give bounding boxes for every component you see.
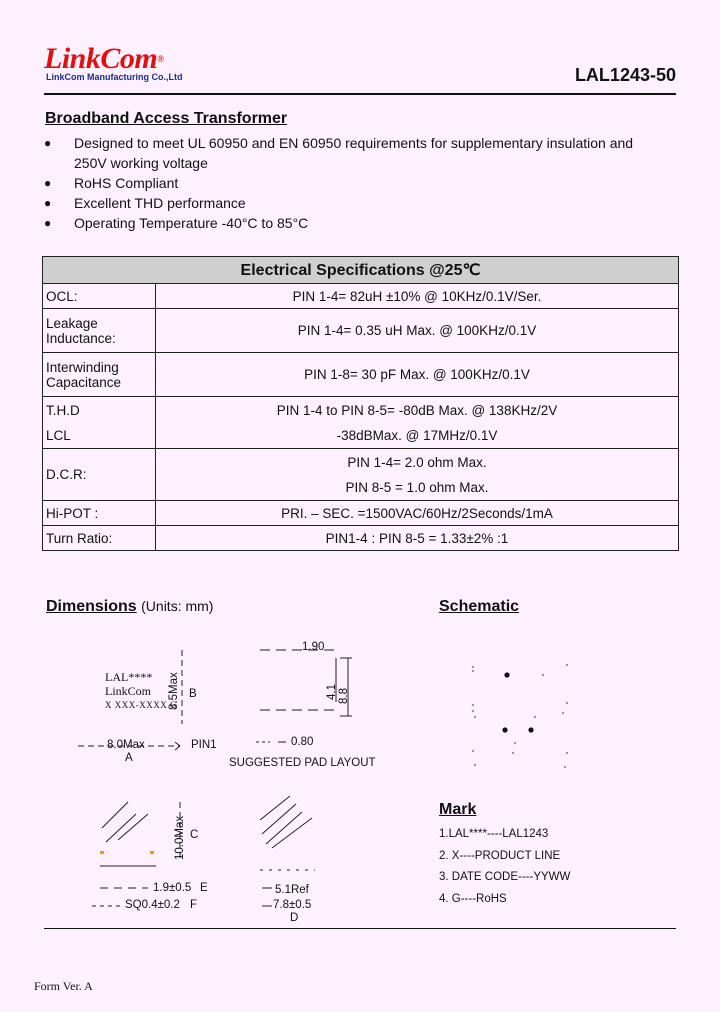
registered-mark-icon: ® bbox=[157, 54, 164, 64]
dim-c-letter: C bbox=[190, 829, 199, 841]
dim-c-value: 10.0Max bbox=[174, 815, 186, 860]
part-marking: LAL**** LinkCom X XXX-XXXX G bbox=[105, 670, 177, 710]
dim-e-letter: E bbox=[200, 882, 208, 894]
schematic-heading: Schematic bbox=[439, 598, 520, 615]
spec-label: LCL bbox=[43, 424, 156, 449]
dim-a-letter: A bbox=[125, 752, 133, 764]
dim-b-letter: B bbox=[189, 688, 197, 700]
list-item: ● Excellent THD performance bbox=[44, 195, 246, 211]
list-item: ● Operating Temperature -40°C to 85°C bbox=[44, 215, 309, 231]
dim-ref-value: 5.1Ref bbox=[275, 884, 309, 896]
pad-width-value: 1.90 bbox=[302, 641, 325, 653]
pad-pitch-value: 0.80 bbox=[291, 736, 314, 748]
spec-label: T.H.D bbox=[43, 397, 156, 424]
bullet-icon: ● bbox=[44, 196, 52, 210]
list-item: ● RoHS Compliant bbox=[44, 175, 179, 191]
header-divider bbox=[44, 93, 676, 95]
table-row bbox=[43, 501, 679, 526]
pad-gap-value: 4.1 bbox=[326, 684, 338, 700]
mark-heading: Mark bbox=[439, 801, 477, 818]
feature-list bbox=[44, 133, 684, 233]
spec-label: D.C.R: bbox=[43, 449, 156, 501]
dimension-drawings bbox=[40, 630, 440, 930]
table-row bbox=[43, 526, 679, 551]
spec-label: Turn Ratio: bbox=[43, 526, 156, 551]
dim-e-value: 1.9±0.5 bbox=[153, 882, 192, 894]
spec-label: Leakage Inductance: bbox=[43, 309, 156, 353]
spec-value: PRI. – SEC. =1500VAC/60Hz/2Seconds/1mA bbox=[156, 501, 679, 526]
company-logo bbox=[44, 44, 163, 74]
dim-f-letter: F bbox=[190, 899, 198, 911]
electrical-spec-table bbox=[42, 256, 679, 551]
spec-value: -38dBMax. @ 17MHz/0.1V bbox=[156, 424, 679, 449]
dim-d-letter: D bbox=[290, 912, 299, 924]
mark-list bbox=[439, 824, 570, 910]
spec-label: Interwinding Capacitance bbox=[43, 353, 156, 397]
form-version: Form Ver. A bbox=[34, 979, 93, 993]
spec-value: PIN 1-4= 82uH ±10% @ 10KHz/0.1V/Ser. bbox=[156, 284, 679, 309]
spec-label: OCL: bbox=[43, 284, 156, 309]
bullet-icon: ● bbox=[44, 216, 52, 230]
product-title: Broadband Access Transformer bbox=[45, 110, 288, 127]
table-row bbox=[43, 284, 679, 309]
part-number: LAL1243-50 bbox=[574, 65, 676, 85]
table-row bbox=[43, 424, 679, 449]
list-item: ● Designed to meet UL 60950 and EN 60950 requirements for supplementary insulation and bbox=[44, 135, 634, 151]
pin1-label: PIN1 bbox=[191, 739, 217, 751]
spec-value: PIN 1-4 to PIN 8-5= -80dB Max. @ 138KHz/2V bbox=[156, 397, 679, 424]
list-item: 1.LAL****----LAL1243 bbox=[439, 828, 549, 840]
list-item: 3. DATE CODE----YYWW bbox=[439, 871, 571, 883]
dimensions-heading: Dimensions (Units: mm) bbox=[46, 598, 214, 615]
list-item: 250V working voltage bbox=[74, 155, 208, 171]
table-row bbox=[43, 309, 679, 353]
company-name: LinkCom Manufacturing Co.,Ltd bbox=[46, 72, 183, 82]
spec-value: PIN 1-8= 30 pF Max. @ 100KHz/0.1V bbox=[156, 353, 679, 397]
table-row bbox=[43, 353, 679, 397]
table-row bbox=[43, 397, 679, 424]
schematic-diagram bbox=[455, 655, 585, 780]
spec-label: Hi-POT : bbox=[43, 501, 156, 526]
footer-divider bbox=[44, 928, 676, 929]
spec-value: PIN 1-4= 2.0 ohm Max. PIN 8-5 = 1.0 ohm Max. bbox=[156, 449, 679, 501]
dim-d-value: 7.8±0.5 bbox=[273, 899, 312, 911]
dim-b-value: 8.5Max bbox=[168, 672, 180, 710]
pad-height-value: 8.8 bbox=[338, 688, 350, 704]
spec-value: PIN 1-4= 0.35 uH Max. @ 100KHz/0.1V bbox=[156, 309, 679, 353]
dim-f-value: SQ0.4±0.2 bbox=[125, 899, 180, 911]
spec-value: PIN1-4 : PIN 8-5 = 1.33±2% :1 bbox=[156, 526, 679, 551]
spec-table-title: Electrical Specifications @25℃ bbox=[43, 257, 679, 284]
bullet-icon: ● bbox=[44, 176, 52, 190]
logo-text: LinkCom bbox=[44, 42, 158, 75]
list-item: 2. X----PRODUCT LINE bbox=[439, 849, 561, 862]
list-item: 4. G----RoHS bbox=[439, 892, 507, 905]
bullet-icon: ● bbox=[44, 136, 52, 150]
pad-layout-caption: SUGGESTED PAD LAYOUT bbox=[229, 757, 376, 769]
table-row bbox=[43, 449, 679, 501]
dim-a-value: 8.0Max bbox=[107, 739, 145, 751]
